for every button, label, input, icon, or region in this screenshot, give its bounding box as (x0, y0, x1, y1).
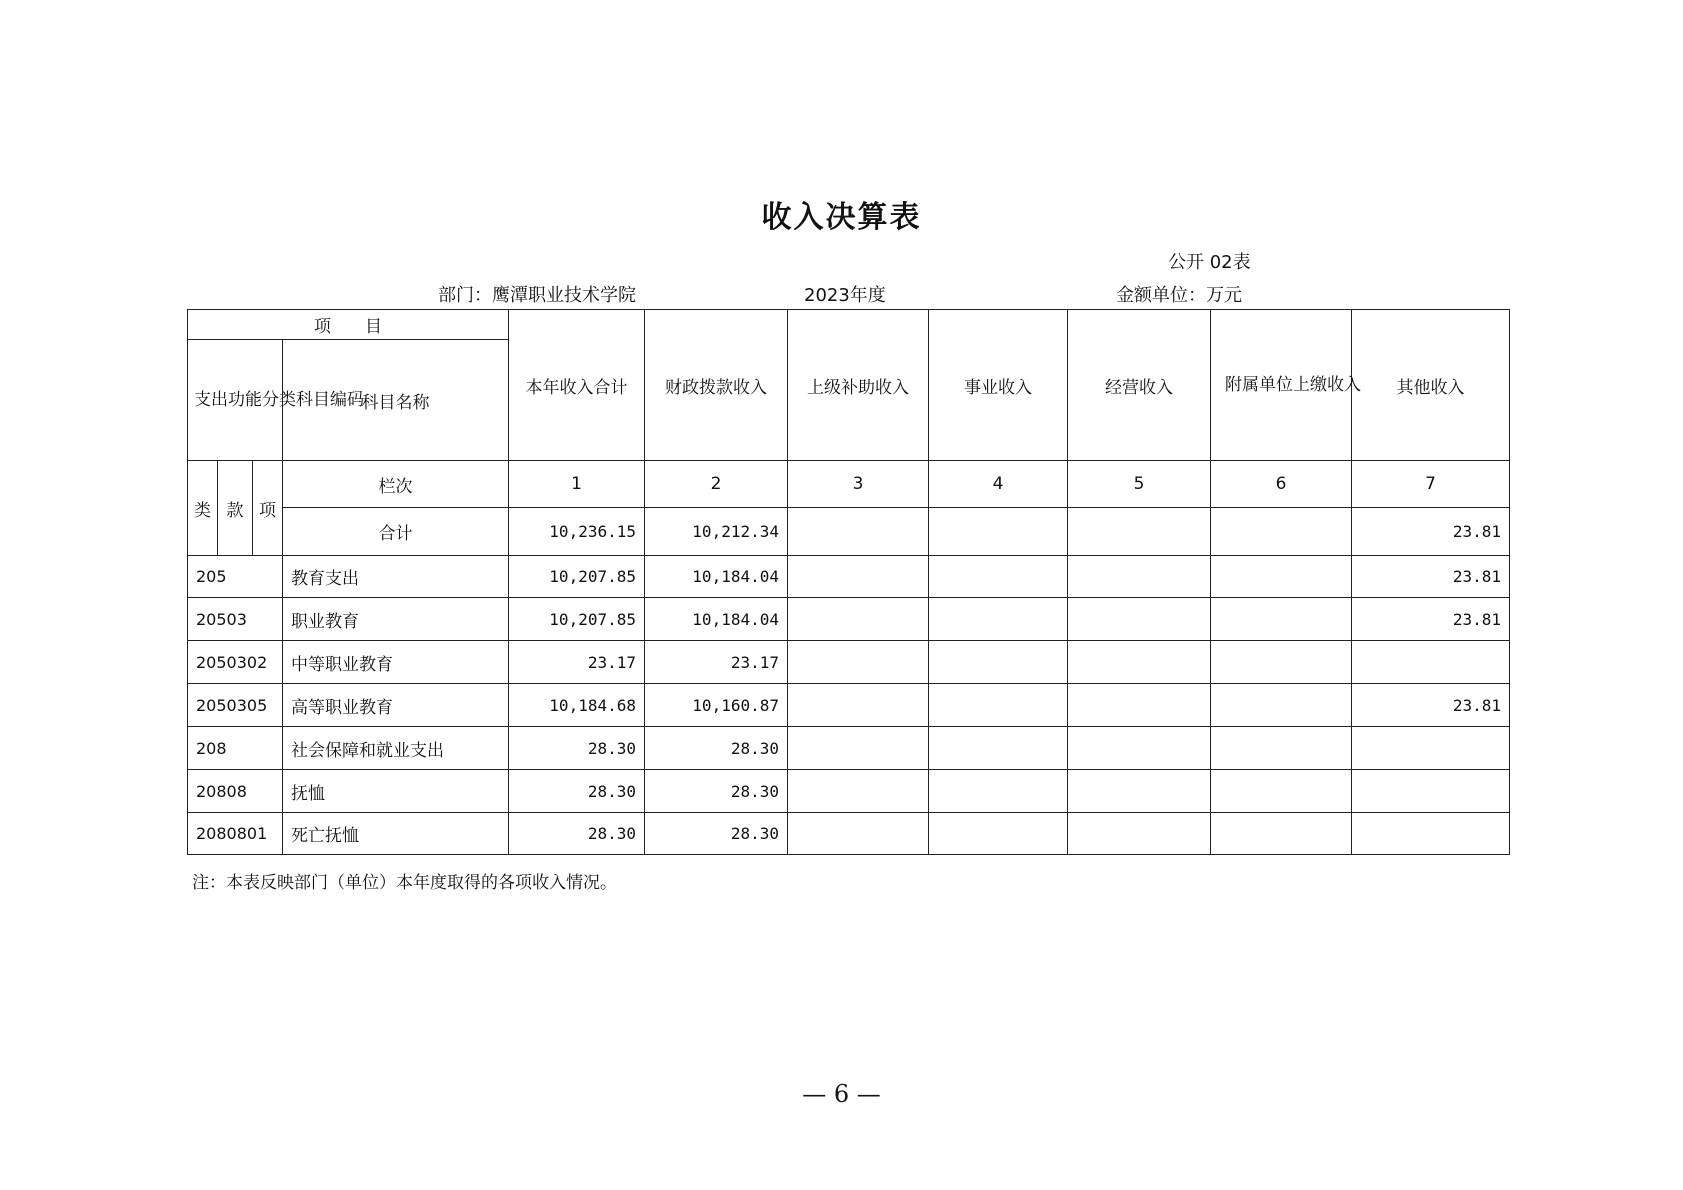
header-subject-name: 科目名称 (283, 340, 509, 461)
amount-cell: 28.30 (645, 770, 788, 813)
table-row (188, 813, 1510, 855)
header-total-income: 本年收入合计 (509, 310, 645, 461)
amount-cell (1068, 641, 1211, 684)
amount-cell (1068, 813, 1211, 855)
subject-name-cell: 教育支出 (283, 556, 509, 598)
amount-cell: 23.81 (1352, 598, 1510, 641)
subject-name-cell: 死亡抚恤 (283, 813, 509, 855)
header-xiang: 项 (253, 461, 283, 556)
header-affiliated-income: 附属单位上缴收入 (1211, 310, 1352, 461)
amount-cell: 10,184.68 (509, 684, 645, 727)
header-function-code: 支出功能分类科目编码 (188, 340, 283, 461)
amount-cell (1211, 727, 1352, 770)
amount-cell (929, 641, 1068, 684)
form-number: 公开 02表 (1168, 252, 1251, 273)
table-row (188, 556, 1510, 598)
total-cell: 10,236.15 (509, 508, 645, 556)
amount-cell: 23.81 (1352, 684, 1510, 727)
amount-cell (788, 556, 929, 598)
amount-cell (788, 641, 929, 684)
header-other-income: 其他收入 (1352, 310, 1510, 461)
amount-cell (788, 727, 929, 770)
column-number: 6 (1211, 461, 1352, 508)
table-header-row (188, 310, 1510, 340)
year-label: 2023年度 (804, 285, 886, 306)
amount-cell (1068, 556, 1211, 598)
department-label: 部门：鹰潭职业技术学院 (438, 285, 636, 306)
amount-cell (1352, 770, 1510, 813)
total-cell: 10,212.34 (645, 508, 788, 556)
total-cell (1068, 508, 1211, 556)
amount-cell (1068, 684, 1211, 727)
amount-cell (929, 556, 1068, 598)
amount-cell: 10,160.87 (645, 684, 788, 727)
function-code-cell: 2050302 (188, 641, 283, 684)
table-row (188, 727, 1510, 770)
header-superior-subsidy: 上级补助收入 (788, 310, 929, 461)
function-code-cell: 205 (188, 556, 283, 598)
subject-name-cell: 社会保障和就业支出 (283, 727, 509, 770)
column-number: 1 (509, 461, 645, 508)
function-code-cell: 20808 (188, 770, 283, 813)
column-number: 5 (1068, 461, 1211, 508)
table-row (188, 641, 1510, 684)
amount-cell: 28.30 (509, 770, 645, 813)
amount-cell (788, 813, 929, 855)
subject-name-cell: 高等职业教育 (283, 684, 509, 727)
total-cell (1211, 508, 1352, 556)
amount-cell (788, 770, 929, 813)
table-note: 注：本表反映部门（单位）本年度取得的各项收入情况。 (192, 873, 617, 893)
amount-cell: 23.17 (645, 641, 788, 684)
amount-cell: 28.30 (509, 813, 645, 855)
total-row (188, 508, 1510, 556)
total-cell (929, 508, 1068, 556)
amount-cell (1211, 641, 1352, 684)
amount-cell (1352, 813, 1510, 855)
subject-name-cell: 中等职业教育 (283, 641, 509, 684)
project-header: 项 目 (188, 310, 509, 340)
total-cell (788, 508, 929, 556)
column-number: 2 (645, 461, 788, 508)
header-kuan: 款 (218, 461, 253, 556)
subject-name-cell: 抚恤 (283, 770, 509, 813)
amount-cell (1211, 556, 1352, 598)
table-row (188, 598, 1510, 641)
total-cell: 23.81 (1352, 508, 1510, 556)
amount-cell (1352, 727, 1510, 770)
amount-cell: 10,207.85 (509, 598, 645, 641)
amount-cell (929, 813, 1068, 855)
amount-cell: 28.30 (645, 727, 788, 770)
amount-cell (929, 727, 1068, 770)
page-number: — 6 — (802, 1080, 881, 1108)
amount-cell (1068, 727, 1211, 770)
amount-cell (929, 770, 1068, 813)
amount-cell: 23.17 (509, 641, 645, 684)
amount-cell (929, 684, 1068, 727)
function-code-cell: 2080801 (188, 813, 283, 855)
amount-cell (788, 684, 929, 727)
table-row (188, 770, 1510, 813)
column-number: 3 (788, 461, 929, 508)
amount-cell: 23.81 (1352, 556, 1510, 598)
column-number: 7 (1352, 461, 1510, 508)
amount-cell: 10,184.04 (645, 556, 788, 598)
amount-cell (1068, 598, 1211, 641)
header-lei: 类 (188, 461, 218, 556)
function-code-cell: 208 (188, 727, 283, 770)
amount-cell: 28.30 (645, 813, 788, 855)
header-business-income: 事业收入 (929, 310, 1068, 461)
table-row (188, 684, 1510, 727)
amount-cell (929, 598, 1068, 641)
header-operating-income: 经营收入 (1068, 310, 1211, 461)
document-title: 收入决算表 (761, 200, 922, 235)
amount-cell (1211, 770, 1352, 813)
subject-name-cell: 职业教育 (283, 598, 509, 641)
amount-cell (1211, 598, 1352, 641)
total-label: 合计 (283, 508, 509, 556)
income-table (187, 309, 1510, 855)
amount-cell (1211, 684, 1352, 727)
amount-cell: 10,207.85 (509, 556, 645, 598)
amount-cell (1352, 641, 1510, 684)
unit-label: 金额单位：万元 (1116, 285, 1242, 306)
column-number: 4 (929, 461, 1068, 508)
amount-cell (1068, 770, 1211, 813)
column-number-row (188, 461, 1510, 508)
function-code-cell: 2050305 (188, 684, 283, 727)
header-fiscal-income: 财政拨款收入 (645, 310, 788, 461)
header-lanci: 栏次 (283, 461, 509, 508)
function-code-cell: 20503 (188, 598, 283, 641)
amount-cell (1211, 813, 1352, 855)
amount-cell: 28.30 (509, 727, 645, 770)
amount-cell (788, 598, 929, 641)
amount-cell: 10,184.04 (645, 598, 788, 641)
